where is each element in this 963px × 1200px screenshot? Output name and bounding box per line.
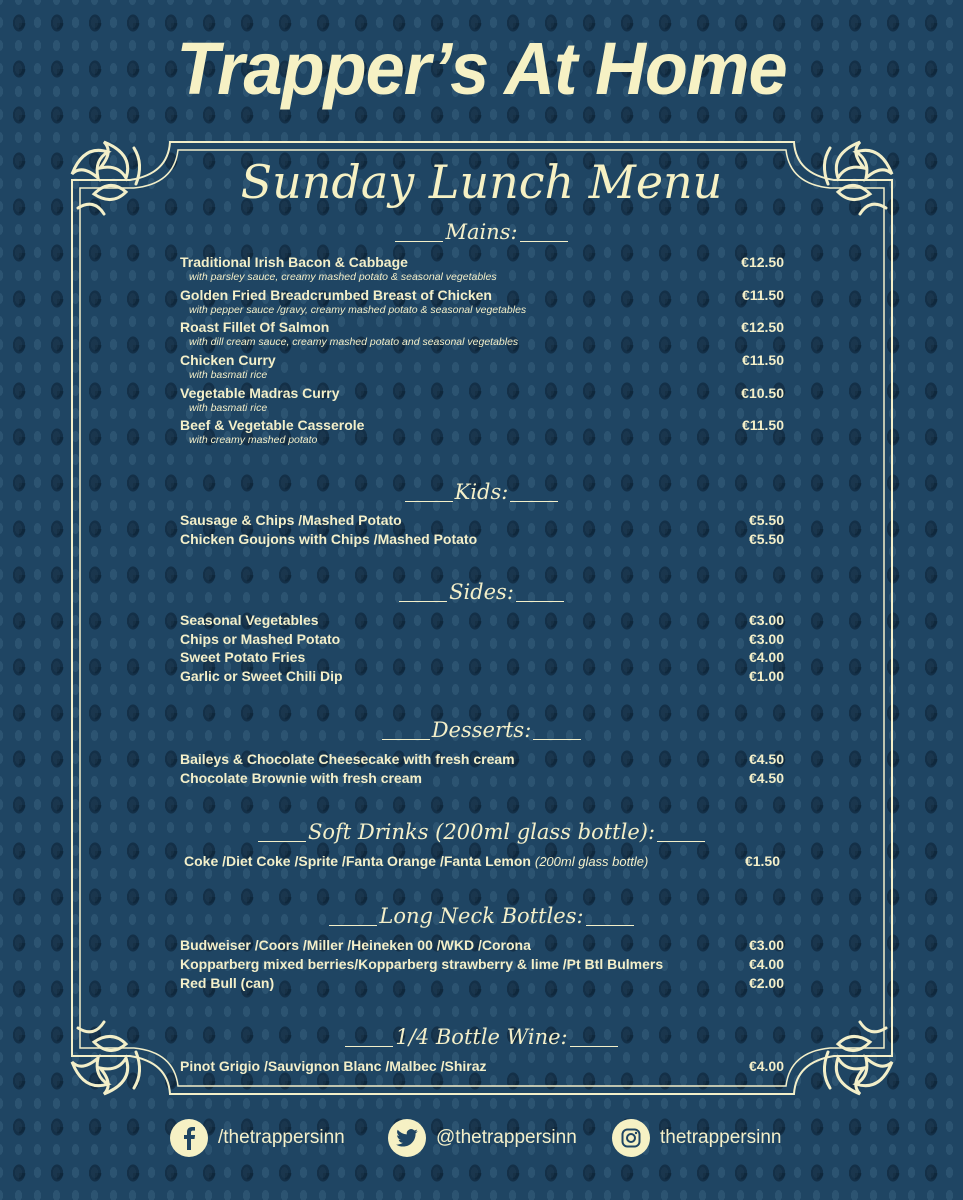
menu-item: Coke /Diet Coke /Sprite /Fanta Orange /Fanta Lemon (200ml glass bottle) €1.50 <box>184 853 780 869</box>
menu-item: Seasonal Vegetables €3.00 <box>180 612 784 628</box>
facebook-icon <box>170 1119 208 1157</box>
section-heading-kids: Kids: <box>0 480 963 504</box>
section-heading-desserts: Desserts: <box>0 718 963 742</box>
menu-item: Kopparberg mixed berries/Kopparberg strawberry & lime /Pt Btl Bulmers €4.00 <box>180 956 784 972</box>
menu-item: Baileys & Chocolate Cheesecake with fresh cream €4.50 <box>180 751 784 767</box>
menu-item: Golden Fried Breadcrumbed Breast of Chicken €11.50 with pepper sauce /gravy, creamy mashed potato & seasonal vegetables <box>180 287 784 316</box>
menu-item: Chicken Curry €11.50 with basmati rice <box>180 352 784 381</box>
menu-item: Vegetable Madras Curry €10.50 with basmati rice <box>180 385 784 414</box>
menu-item: Chocolate Brownie with fresh cream €4.50 <box>180 770 784 786</box>
section-heading-long-neck: Long Neck Bottles: <box>0 904 963 928</box>
section-heading-mains: Mains: <box>0 220 963 244</box>
instagram-handle[interactable]: thetrappersinn <box>660 1127 782 1148</box>
section-heading-wine: 1/4 Bottle Wine: <box>0 1025 963 1049</box>
facebook-handle[interactable]: /thetrappersinn <box>218 1127 345 1148</box>
menu-item: Sweet Potato Fries €4.00 <box>180 649 784 665</box>
brand-title: Trapper’s At Home <box>176 27 787 110</box>
menu-item: Roast Fillet Of Salmon €12.50 with dill cream sauce, creamy mashed potato and seasonal vegetables <box>180 319 784 348</box>
menu-item: Beef & Vegetable Casserole €11.50 with creamy mashed potato <box>180 417 784 446</box>
menu-item: Traditional Irish Bacon & Cabbage €12.50 with parsley sauce, creamy mashed potato & seasonal vegetables <box>180 254 784 283</box>
social-instagram[interactable] <box>612 1118 781 1158</box>
menu-item: Garlic or Sweet Chili Dip €1.00 <box>180 668 784 684</box>
menu-item: Budweiser /Coors /Miller /Heineken 00 /WKD /Corona €3.00 <box>180 937 784 953</box>
menu-item: Chips or Mashed Potato €3.00 <box>180 631 784 647</box>
menu-item: Sausage & Chips /Mashed Potato €5.50 <box>180 512 784 528</box>
instagram-icon <box>612 1119 650 1157</box>
twitter-icon <box>388 1119 426 1157</box>
menu-title: Sunday Lunch Menu <box>240 155 723 209</box>
social-facebook[interactable] <box>170 1118 345 1158</box>
twitter-handle[interactable]: @thetrappersinn <box>436 1127 577 1148</box>
menu-item: Red Bull (can) €2.00 <box>180 975 784 991</box>
section-heading-sides: Sides: <box>0 580 963 604</box>
menu-item: Chicken Goujons with Chips /Mashed Potato €5.50 <box>180 531 784 547</box>
social-twitter[interactable] <box>388 1118 577 1158</box>
section-heading-soft-drinks: Soft Drinks (200ml glass bottle): <box>0 820 963 844</box>
menu-item: Pinot Grigio /Sauvignon Blanc /Malbec /Shiraz €4.00 <box>180 1058 784 1074</box>
